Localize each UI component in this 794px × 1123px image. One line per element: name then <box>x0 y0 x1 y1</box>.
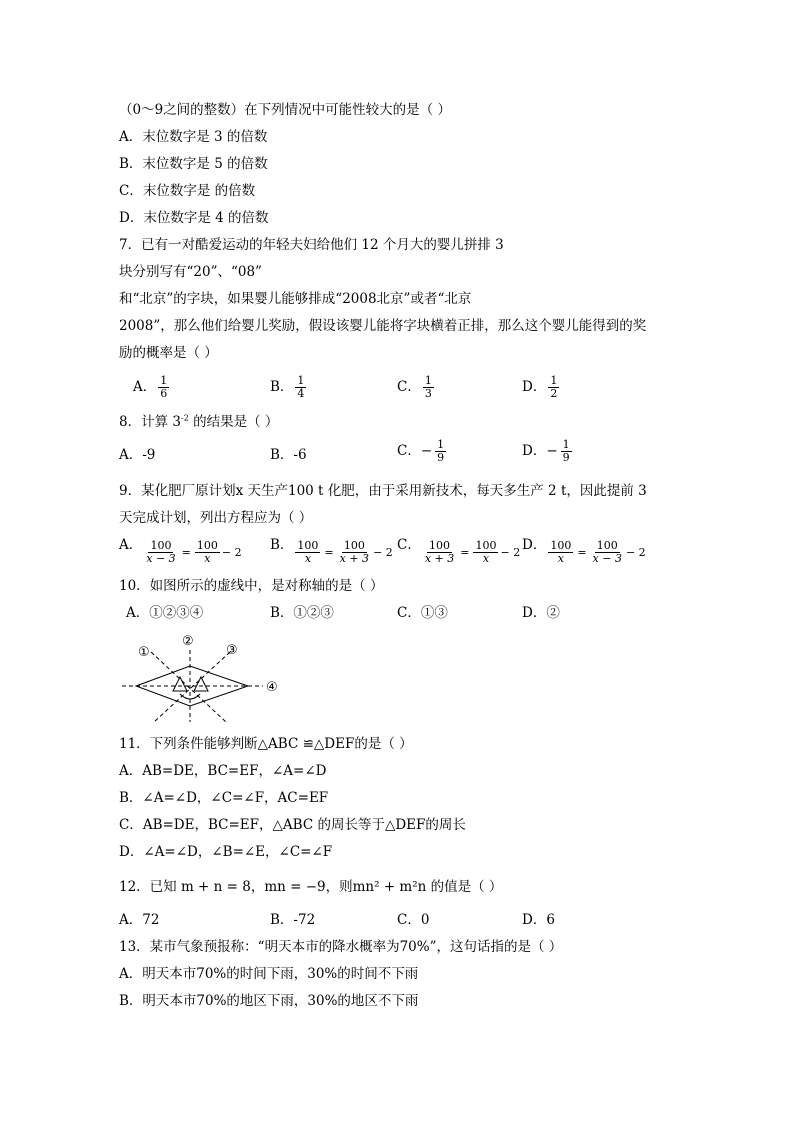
q9-option-a <box>119 536 242 565</box>
option-label: A． <box>119 912 143 928</box>
fraction <box>473 540 498 565</box>
q12-option-a <box>119 911 159 929</box>
denominator: 9 <box>437 451 445 464</box>
q10-option-a <box>126 604 203 622</box>
q9-stem-line1: 9．某化肥厂原计划x 天生产100 t 化肥，由于采用新技术，每天多生产 2 t，因此提前 3 <box>119 483 647 499</box>
fraction <box>295 375 306 400</box>
q7-option-a <box>133 375 171 400</box>
option-label: C． <box>397 443 421 459</box>
equation-tail: − 2 <box>373 545 393 559</box>
q6-option-c: C．末位数字是 的倍数 <box>119 183 256 199</box>
q11-option-c: C．AB=DE，BC=EF，△ABC 的周长等于△DEF的周长 <box>119 817 466 833</box>
option-label: B． <box>270 379 294 395</box>
q7-stem-line5: 励的概率是（ ） <box>119 345 218 361</box>
q7-stem-line4: 2008”，那么他们给婴儿奖励，假设该婴儿能将字块横着正排，那么这个婴儿能得到的奖 <box>119 318 647 334</box>
equals-sign: = <box>324 545 334 559</box>
minus-sign: − <box>420 443 433 459</box>
marker-4: ④ <box>266 680 278 695</box>
numerator: 100 <box>297 539 319 552</box>
left-triangle <box>173 677 187 691</box>
q8-option-d <box>522 439 574 464</box>
marker-3: ③ <box>226 643 238 658</box>
symmetry-figure <box>118 628 293 723</box>
q12-option-c <box>397 911 429 929</box>
q7-stem-line2: 块分别写有“20”、“08” <box>119 264 262 280</box>
q8-option-c <box>397 439 448 464</box>
option-value: -9 <box>142 447 156 463</box>
q12-stem: 12．已知 m + n = 8，mn = −9，则mn² + m²n 的值是（ ） <box>119 879 503 895</box>
numerator: 100 <box>150 539 172 552</box>
numerator: 100 <box>196 539 218 552</box>
denominator: 2 <box>550 387 558 400</box>
option-label: D． <box>522 912 547 928</box>
q13-option-b: B．明天本市70%的地区下雨，30%的地区不下雨 <box>119 993 419 1009</box>
fraction <box>338 540 371 565</box>
option-value: ①③ <box>420 605 448 621</box>
option-label: C． <box>397 379 421 395</box>
fraction <box>295 540 320 565</box>
equation <box>546 540 645 565</box>
option-label: B． <box>270 447 294 463</box>
option-label: B． <box>270 605 294 621</box>
option-label: C． <box>397 912 421 928</box>
option-label: A． <box>126 605 150 621</box>
minus-sign: − <box>546 443 558 459</box>
equation-tail: − 2 <box>625 545 646 559</box>
fraction <box>423 375 434 400</box>
denominator: x − 3 <box>592 552 622 565</box>
q9-option-c <box>397 536 520 565</box>
denominator: x + 3 <box>424 552 455 565</box>
option-label: B． <box>270 537 294 553</box>
numerator: 1 <box>297 374 305 387</box>
q6-option-d: D．末位数字是 4 的倍数 <box>119 210 269 226</box>
q7-option-c <box>397 375 436 400</box>
equals-sign: = <box>181 545 191 559</box>
numerator: 1 <box>160 374 168 387</box>
q7-option-b <box>270 375 308 400</box>
option-label: C． <box>397 537 421 553</box>
denominator: 4 <box>297 387 305 400</box>
q11-option-a: A．AB=DE，BC=EF，∠A=∠D <box>119 763 327 779</box>
equation-tail: − 2 <box>221 545 242 559</box>
q8-option-a <box>119 446 155 464</box>
numerator: 100 <box>475 539 497 552</box>
equals-sign: = <box>460 545 470 559</box>
fraction <box>591 540 624 565</box>
q7-stem-line3: 和“北京”的字块，如果婴儿能够排成“2008北京”或者“北京 <box>119 291 472 307</box>
equation <box>421 540 520 565</box>
q8-text-end: 的结果是（ ） <box>188 414 279 430</box>
axis-line-1 <box>151 652 226 722</box>
denominator: x − 3 <box>146 552 176 565</box>
q13-option-a: A．明天本市70%的时间下雨，30%的时间不下雨 <box>119 966 419 982</box>
q11-stem: 11．下列条件能够判断△ABC ≌△DEF的是（ ） <box>119 736 413 752</box>
q9-option-d <box>522 536 646 565</box>
right-triangle <box>194 677 208 691</box>
numerator: 1 <box>437 438 445 451</box>
q8-exponent: -2 <box>180 413 189 423</box>
fraction <box>423 540 456 565</box>
marker-1: ① <box>138 645 150 660</box>
marker-2: ② <box>182 634 194 649</box>
denominator: x + 3 <box>339 552 370 565</box>
option-label: A． <box>119 537 143 553</box>
q12-option-b <box>270 911 315 929</box>
denominator: x <box>482 552 490 565</box>
denominator: 3 <box>424 387 432 400</box>
q7-stem-line1: 7．已有一对酷爱运动的年轻夫妇给他们 12 个月大的婴儿拼排 3 <box>119 237 504 253</box>
fraction <box>195 540 220 565</box>
numerator: 100 <box>429 539 451 552</box>
denominator: x <box>557 552 564 565</box>
option-value: 6 <box>546 912 555 928</box>
option-value: 72 <box>142 912 160 928</box>
equation-tail: − 2 <box>500 545 521 559</box>
option-value: ①②③④ <box>149 605 204 621</box>
numerator: 100 <box>343 539 365 552</box>
numerator: 1 <box>562 438 570 451</box>
option-value: ② <box>546 605 560 621</box>
q11-option-b: B．∠A=∠D，∠C=∠F，AC=EF <box>119 790 329 806</box>
numerator: 100 <box>550 539 572 552</box>
option-label: D． <box>522 537 547 553</box>
denominator: x <box>204 552 211 565</box>
option-value: -6 <box>293 447 307 463</box>
numerator: 1 <box>424 374 432 387</box>
q12-option-d <box>522 911 555 929</box>
q10-option-c <box>397 604 448 622</box>
q10-option-d <box>522 604 560 622</box>
q13-stem: 13．某市气象预报称：“明天本市的降水概率为70%”，这句话指的是（ ） <box>119 939 563 955</box>
numerator: 100 <box>596 539 618 552</box>
axis-line-3 <box>154 652 230 722</box>
q6-stem: （0～9之间的整数）在下列情况中可能性较大的是（ ） <box>119 102 451 118</box>
equation <box>293 540 392 565</box>
q11-option-d: D．∠A=∠D，∠B=∠E，∠C=∠F <box>119 844 333 860</box>
fraction <box>144 540 177 565</box>
option-value: ①②③ <box>293 605 334 621</box>
q6-option-a: A．末位数字是 3 的倍数 <box>119 129 268 145</box>
q8-text: 8．计算 3 <box>119 414 181 430</box>
fraction <box>548 540 573 565</box>
option-label: D． <box>522 605 547 621</box>
option-value: -72 <box>293 912 316 928</box>
q7-option-d <box>522 375 561 400</box>
denominator: 6 <box>160 387 168 400</box>
q9-stem-line2: 天完成计划，列出方程应为（ ） <box>119 510 313 526</box>
equation <box>142 540 241 565</box>
option-label: A． <box>119 447 143 463</box>
option-value: 0 <box>420 912 430 928</box>
fraction <box>548 375 559 400</box>
equals-sign: = <box>577 545 587 559</box>
q10-stem: 10．如图所示的虚线中，是对称轴的是（ ） <box>119 578 384 594</box>
denominator: 9 <box>562 451 570 464</box>
numerator: 1 <box>550 374 558 387</box>
fraction <box>561 439 572 464</box>
fraction <box>158 375 169 400</box>
fraction <box>435 439 446 464</box>
q10-option-b <box>270 604 334 622</box>
q8-stem <box>119 413 278 431</box>
q6-option-b: B．末位数字是 5 的倍数 <box>119 156 268 172</box>
option-label: D． <box>522 379 547 395</box>
denominator: x <box>304 552 312 565</box>
q8-option-b <box>270 446 307 464</box>
option-label: C． <box>397 605 421 621</box>
q9-option-b <box>270 536 393 565</box>
option-label: B． <box>270 912 294 928</box>
option-label: A． <box>133 379 157 395</box>
option-label: D． <box>522 443 547 459</box>
